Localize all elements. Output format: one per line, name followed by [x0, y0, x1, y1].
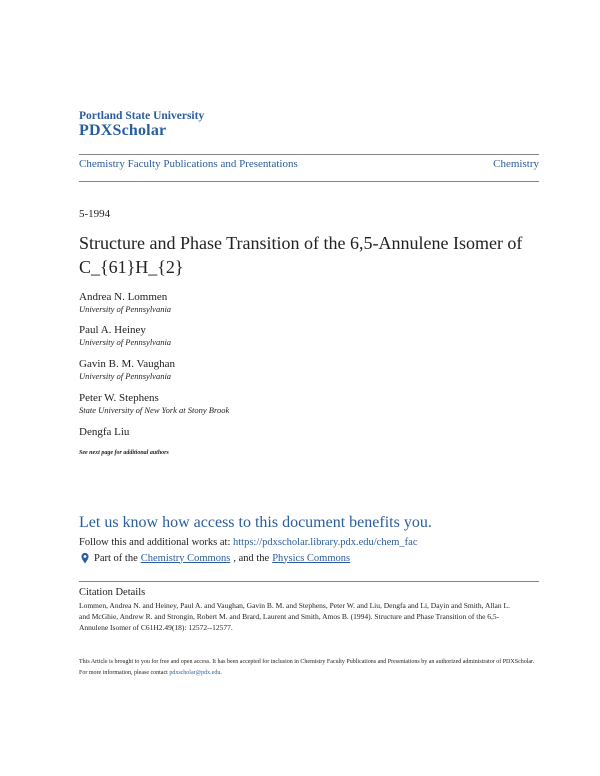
part-of-line [79, 552, 350, 564]
footer-notice [79, 657, 539, 679]
citation-section [79, 581, 539, 633]
author-name: Andrea N. Lommen [79, 291, 168, 303]
physics-commons-link[interactable]: Physics Commons [272, 552, 351, 564]
paper-title: Structure and Phase Transition of the 6,5-Annulene Isomer of C_{61}H_{2} [79, 233, 523, 277]
collection-nav [79, 154, 539, 182]
author-affiliation: University of Pennsylvania [79, 371, 172, 381]
author-name: Peter W. Stephens [79, 392, 159, 404]
author-entry [79, 391, 229, 416]
author-affiliation: State University of New York at Stony Brook [79, 405, 230, 415]
author-entry [79, 323, 171, 348]
footer-end: . [220, 670, 222, 676]
citation-text: Lommen, Andrea N. and Heiney, Paul A. and Vaughan, Gavin B. M. and Stephens, Peter W. and Liu, Dengfa and Li, Dayin and Smith, Allan L. and McGhie, Andrew R. and Strongin, Robert M. and Brard, Laurent and Smith, Amos B. (1994). Structure and Phase Transition of the 6,5-Annulene Isomer of C61H2.49(18): 12572--12577. [79, 601, 510, 632]
author-entry [79, 425, 129, 439]
partof-prefix: Part of the [94, 552, 138, 564]
footer-text: This Article is brought to you for free and open access. It has been accepted for inclusion in Chemistry Faculty Publications and Presentations by an authorized administrator of PDXScholar. For more information, please contact [79, 659, 535, 676]
author-name: Dengfa Liu [79, 426, 130, 438]
author-affiliation: University of Pennsylvania [79, 304, 172, 314]
collection-link[interactable]: Chemistry Faculty Publications and Presentations [79, 158, 298, 170]
author-name: Paul A. Heiney [79, 324, 146, 336]
follow-line [79, 537, 417, 548]
citation-heading: Citation Details [79, 587, 146, 598]
publication-date: 5-1994 [79, 208, 111, 220]
follow-prefix: Follow this and additional works at: [79, 537, 231, 548]
contact-email-link[interactable]: pdxscholar@pdx.edu [169, 670, 221, 676]
author-name: Gavin B. M. Vaughan [79, 358, 176, 370]
department-link[interactable]: Chemistry [493, 158, 539, 170]
chemistry-commons-link[interactable]: Chemistry Commons [140, 552, 231, 564]
author-affiliation: University of Pennsylvania [79, 337, 172, 347]
collection-url-link[interactable]: https://pdxscholar.library.pdx.edu/chem_fac [233, 537, 418, 548]
partof-mid: , and the [233, 552, 270, 564]
author-entry [79, 290, 171, 315]
more-authors-note: See next page for additional authors [79, 450, 169, 456]
author-entry [79, 357, 175, 382]
feedback-link[interactable]: Let us know how access to this document benefits you. [79, 514, 432, 531]
university-name: Portland State University [79, 110, 205, 122]
brand-logo[interactable]: PDXScholar [79, 122, 167, 139]
bepress-network-icon [79, 552, 91, 564]
